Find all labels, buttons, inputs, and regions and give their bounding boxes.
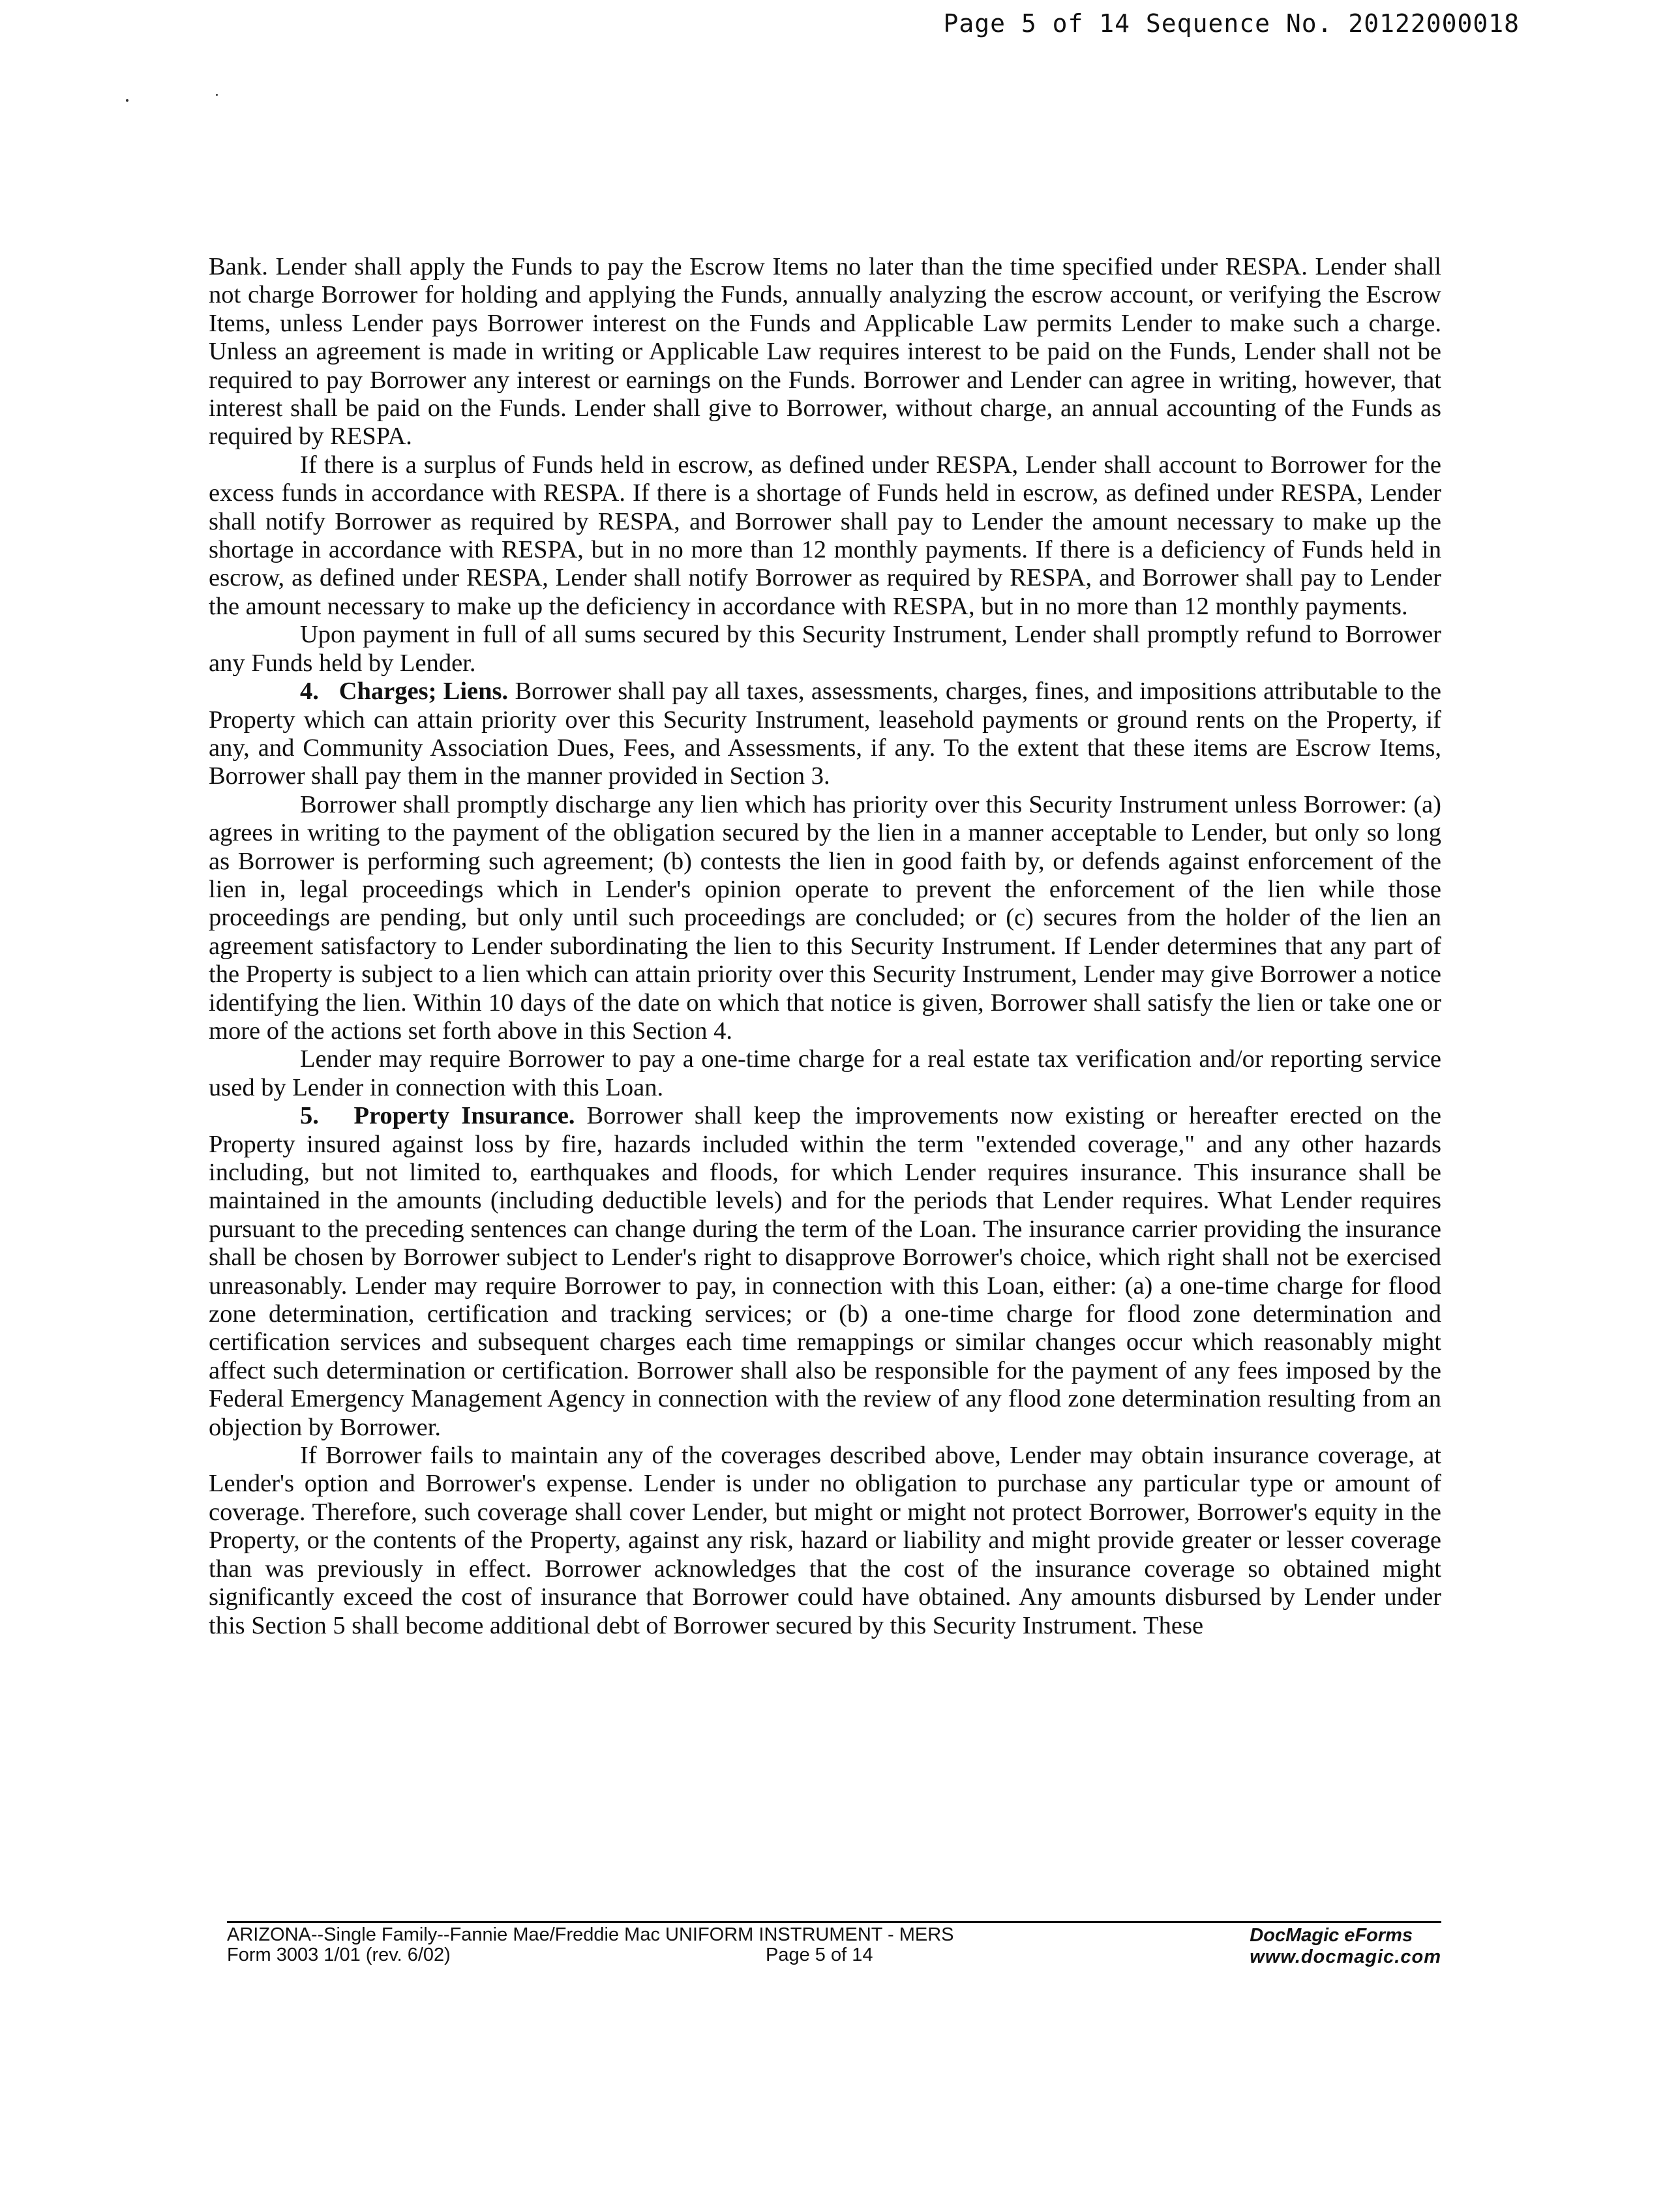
form-title: ARIZONA--Single Family--Fannie Mae/Freddie Mac UNIFORM INSTRUMENT - MERS (227, 1924, 954, 1945)
docmagic-brand (1250, 1925, 1441, 1968)
brand-logo-text: DocMagic eForms (1250, 1925, 1413, 1946)
section-4-charges-liens (209, 678, 1441, 791)
footer-page-number: Page 5 of 14 (766, 1945, 873, 1965)
section-title: Charges; Liens. (338, 678, 509, 706)
section-text: Borrower shall keep the improvements now existing or hereafter erected on the Property insured against loss by fire, hazards included within the term "extended coverage," and any other hazards including, but not limited to, earthquakes and floods, for which Lender requires insurance. This insurance shall be maintained in the amounts (including deductible levels) and for the periods that Lender requires. What Lender requires pursuant to the preceding sentences can change during the term of the Loan. The insurance carrier providing the insurance shall be chosen by Borrower subject to Lender's right to disapprove Borrower's choice, which right shall not be exercised unreasonably. Lender may require Borrower to pay, in connection with this Loan, either: (a) a one-time charge for flood zone determination, certification and tracking services; or (b) a one-time charge for flood zone determination and certification services and subsequent charges each time remappings or similar changes occur which reasonably might affect such determination or certification. Borrower shall also be responsible for the payment of any fees imposed by the Federal Emergency Management Agency in connection with the review of any flood zone determination resulting from an objection by Borrower. (209, 1102, 1442, 1441)
section-title: Property Insurance. (353, 1102, 575, 1130)
paragraph-lender-coverage: If Borrower fails to maintain any of the coverages described above, Lender may obtain insurance coverage, at Lender's option and Borrower's expense. Lender is under no obligation to purchase any particular type or amount of coverage. Therefore, such coverage shall cover Lender, but might or might not protect Borrower, Borrower's equity in the Property, or the contents of the Property, against any risk, hazard or liability and might provide greater or lesser coverage than was previously in effect. Borrower acknowledges that the cost of the insurance coverage so obtained might significantly exceed the cost of insurance that Borrower could have obtained. Any amounts disbursed by Lender under this Section 5 shall become additional debt of Borrower secured by this Security Instrument. These (209, 1442, 1441, 1639)
paragraph-lien-discharge: Borrower shall promptly discharge any lien which has priority over this Security Instrument unless Borrower: (a) agrees in writing to the payment of the obligation secured by the lien in a manner acceptable to Lender, but only so long as Borrower is performing such agreement; (b) contests the lien in good faith by, or defends against enforcement of the lien in, legal proceedings which in Lender's opinion operate to prevent the enforcement of the lien while those proceedings are pending, but only until such proceedings are concluded; or (c) secures from the holder of the lien an agreement satisfactory to Lender subordinating the lien to this Security Instrument. If Lender determines that any part of the Property is subject to a lien which can attain priority over this Security Instrument, Lender may give Borrower a notice identifying the lien. Within 10 days of the date on which that notice is given, Borrower shall satisfy the lien or take one or more of the actions set forth above in this Section 4. (209, 790, 1441, 1045)
section-number: 5. (300, 1102, 319, 1130)
scan-speck (126, 99, 128, 102)
form-number: Form 3003 1/01 (rev. 6/02) (227, 1945, 451, 1965)
section-number: 4. (300, 678, 319, 706)
page-sequence-stamp: Page 5 of 14 Sequence No. 20122000018 (943, 9, 1520, 38)
section-text: Borrower shall pay all taxes, assessments, charges, fines, and impositions attributable to the Property which can attain priority over this Security Instrument, leasehold payments or ground rents on the Property, if any, and Community Association Dues, Fees, and Assessments, if any. To the extent that these items are Escrow Items, Borrower shall pay them in the manner provided in Section 3. (209, 678, 1442, 790)
paragraph-escrow-surplus: If there is a surplus of Funds held in escrow, as defined under RESPA, Lender shall account to Borrower for the excess funds in accordance with RESPA. If there is a shortage of Funds held in escrow, as defined under RESPA, Lender shall notify Borrower as required by RESPA, and Borrower shall pay to Lender the amount necessary to make up the shortage in accordance with RESPA, but in no more than 12 monthly payments. If there is a deficiency of Funds held in escrow, as defined under RESPA, Lender shall notify Borrower as required by RESPA, and Borrower shall pay to Lender the amount necessary to make up the deficiency in accordance with RESPA, but in no more than 12 monthly payments. (209, 451, 1441, 620)
paragraph-tax-verification: Lender may require Borrower to pay a one-time charge for a real estate tax verification and/or reporting service used by Lender in connection with this Loan. (209, 1045, 1441, 1101)
footer-divider (227, 1921, 1441, 1923)
document-body (209, 253, 1441, 1640)
scan-speck (216, 94, 218, 96)
paragraph-refund: Upon payment in full of all sums secured by this Security Instrument, Lender shall promptly refund to Borrower any Funds held by Lender. (209, 621, 1441, 677)
paragraph-escrow-funds: Bank. Lender shall apply the Funds to pay the Escrow Items no later than the time specified under RESPA. Lender shall not charge Borrower for holding and applying the Funds, annually analyzing the escrow account, or verifying the Escrow Items, unless Lender pays Borrower interest on the Funds and Applicable Law permits Lender to make such a charge. Unless an agreement is made in writing or Applicable Law requires interest to be paid on the Funds, Lender shall not be required to pay Borrower any interest or earnings on the Funds. Borrower and Lender can agree in writing, however, that interest shall be paid on the Funds. Lender shall give to Borrower, without charge, an annual accounting of the Funds as required by RESPA. (209, 253, 1441, 451)
brand-url: www.docmagic.com (1250, 1946, 1441, 1967)
form-footer (227, 1921, 1441, 1986)
section-5-property-insurance (209, 1102, 1441, 1442)
